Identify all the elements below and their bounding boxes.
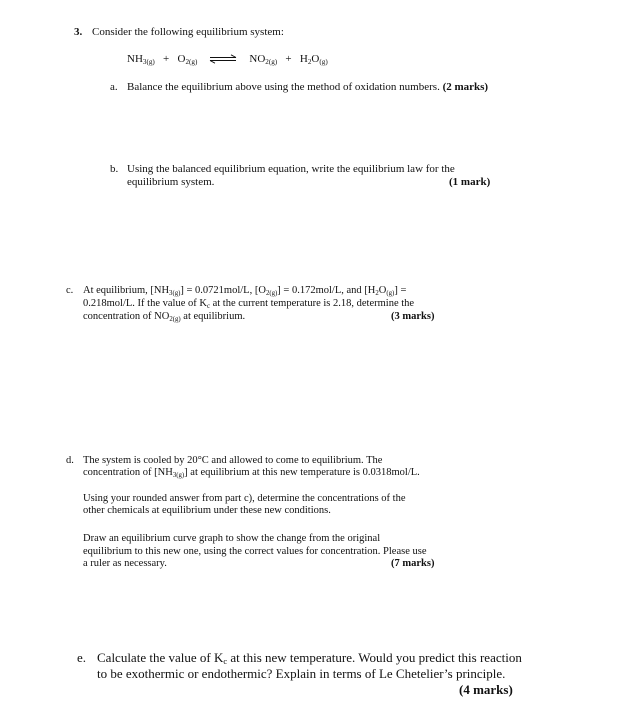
part-b-line1: Using the balanced equilibrium equation, write the equilibrium law for the	[127, 163, 455, 175]
plus-sign: +	[163, 53, 170, 65]
part-c-line2: 0.218mol/L. If the value of $K_c$ at the current temperature is 2.18, determine the	[83, 298, 415, 310]
question-prompt: Consider the following equilibrium system:	[92, 26, 284, 38]
equilibrium-arrow-icon	[208, 54, 238, 64]
part-b-label: b.	[110, 163, 119, 175]
product-no2: $NO_{2(g)}$	[249, 53, 278, 66]
product-h2o: $H_2O_{(g)}$	[299, 53, 328, 66]
reactant-o2: $O_{2(g)}$	[177, 53, 198, 66]
part-e-line1: Calculate the value of $K_c$ at this new temperature. Would you predict this reaction	[97, 650, 522, 666]
part-a-marks: (2 marks)	[442, 81, 489, 93]
part-d-para2-line1: Using your rounded answer from part c), determine the concentrations of the	[83, 493, 406, 504]
part-d-para1-line2: concentration of $[NH_{3(g)}]$ at equilibrium at this new temperature is 0.0318mol/L.	[83, 467, 420, 479]
equilibrium-equation	[127, 53, 328, 66]
part-d-label: d.	[66, 455, 74, 466]
part-d-para1-line1: The system is cooled by 20°C and allowed to come to equilibrium. The	[83, 455, 383, 466]
part-a-label: a.	[110, 81, 118, 93]
part-d-para3-line1: Draw an equilibrium curve graph to show the change from the original	[83, 533, 381, 544]
part-e-label: e.	[77, 650, 87, 665]
part-c-line3: concentration of $NO_{2(g)}$ at equilibrium.	[83, 311, 246, 323]
plus-sign: +	[285, 53, 292, 65]
part-d-marks: (7 marks)	[391, 558, 435, 569]
part-d-para3-line3: a ruler as necessary.	[83, 558, 167, 569]
question-number: 3.	[74, 26, 83, 38]
part-c-marks: (3 marks)	[391, 311, 435, 322]
part-b-marks: (1 mark)	[449, 176, 491, 188]
part-e-line2: to be exothermic or endothermic? Explain in terms of Le Chetelier’s principle.	[97, 666, 506, 681]
part-e-marks: (4 marks)	[459, 682, 513, 697]
part-c-label: c.	[66, 285, 74, 296]
part-d-para3-line2: equilibrium to this new one, using the correct values for concentration. Please use	[83, 546, 427, 557]
reactant-nh3: $NH_{3(g)}$	[127, 53, 155, 66]
part-c-line1: At equilibrium, $[NH_{3(g)}] = 0.0721mol/L$, $[O_{2(g)}] = 0.172mol/L$, and $[H_2O_{(g)}]$ =	[83, 285, 407, 297]
part-b-line2: equilibrium system.	[127, 176, 215, 188]
part-a-text: Balance the equilibrium above using the method of oxidation numbers. (2 marks)	[127, 81, 489, 93]
part-d-para2-line2: other chemicals at equilibrium under these new conditions.	[83, 505, 331, 516]
